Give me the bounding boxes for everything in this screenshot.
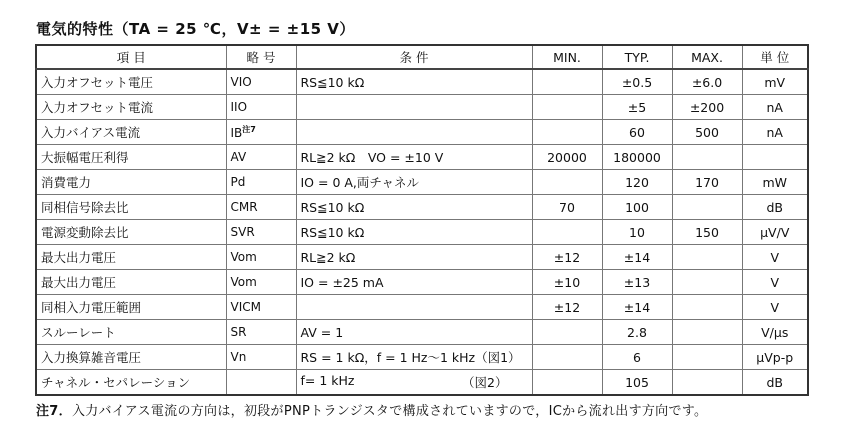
table-row (36, 170, 808, 195)
cell-symbol (226, 345, 296, 370)
cell-symbol-text: SR (230, 325, 247, 339)
cell-item-text: 同相入力電圧範囲 (41, 300, 142, 315)
cell-item (36, 270, 226, 295)
cell-symbol (226, 370, 296, 396)
cell-symbol (226, 170, 296, 195)
cell-max (672, 345, 742, 370)
cell-max (672, 195, 742, 220)
cell-symbol-text: Vom (230, 275, 257, 289)
cell-unit-text: mV (764, 74, 786, 90)
cell-min (532, 370, 602, 396)
cell-condition (296, 95, 532, 120)
cell-condition-text: RS≦10 kΩ (300, 224, 365, 240)
table-row (36, 69, 808, 95)
cell-max-text: ±6.0 (691, 74, 723, 90)
footnote-label: 注7． (36, 404, 72, 419)
header-item: 項 目 (36, 45, 226, 69)
cell-symbol (226, 69, 296, 95)
cell-typ (602, 370, 672, 396)
cell-typ (602, 295, 672, 320)
cell-min-text: ±12 (553, 249, 581, 265)
cell-symbol (226, 120, 296, 145)
cell-min-text: 70 (559, 199, 575, 215)
table-row (36, 295, 808, 320)
cell-typ-text: ±14 (623, 249, 651, 265)
cell-min (532, 220, 602, 245)
cell-unit (742, 95, 808, 120)
table-row (36, 120, 808, 145)
cell-typ (602, 245, 672, 270)
cell-unit (742, 220, 808, 245)
cell-condition-text: IO = 0 A,両チャネル (300, 175, 420, 190)
cell-unit-text: V (770, 274, 780, 290)
cell-condition-text: AV = 1 (300, 324, 344, 340)
cell-min-text: ±12 (553, 299, 581, 315)
cell-item-text: 消費電力 (41, 175, 92, 190)
cell-condition (296, 170, 532, 195)
cell-condition-text: RL≧2 kΩ VO = ±10 V (300, 150, 444, 165)
cell-max-text: 500 (695, 124, 719, 140)
cell-typ-text: 2.8 (627, 324, 647, 340)
table-row (36, 145, 808, 170)
header-unit: 単 位 (742, 45, 808, 69)
cell-typ (602, 95, 672, 120)
cell-symbol-text: SVR (230, 225, 255, 239)
cell-item (36, 345, 226, 370)
cell-condition (296, 370, 532, 396)
cell-typ (602, 270, 672, 295)
header-symbol: 略 号 (226, 45, 296, 69)
cell-min (532, 95, 602, 120)
cell-unit (742, 170, 808, 195)
cell-symbol-text: IB (230, 126, 243, 140)
cell-unit (742, 295, 808, 320)
cell-unit-text: mW (762, 174, 788, 190)
cell-min-text: 20000 (547, 149, 587, 165)
cell-max (672, 120, 742, 145)
cell-symbol (226, 95, 296, 120)
cell-item (36, 95, 226, 120)
cell-max (672, 320, 742, 345)
cell-min (532, 295, 602, 320)
cell-item-text: 電源変動除去比 (41, 225, 129, 240)
cell-max (672, 295, 742, 320)
cell-condition (296, 345, 532, 370)
cell-item-text: 大振幅電圧利得 (41, 150, 129, 165)
cell-item (36, 69, 226, 95)
cell-symbol-text: VIO (230, 75, 252, 89)
cell-condition-text: f= 1 kHz (300, 373, 355, 388)
cell-typ (602, 345, 672, 370)
cell-typ-text: 10 (629, 224, 645, 240)
cell-condition-text: RL≧2 kΩ (300, 249, 356, 265)
cell-unit-text: nA (766, 99, 783, 115)
header-typ: TYP. (602, 45, 672, 69)
cell-min (532, 245, 602, 270)
cell-typ (602, 170, 672, 195)
cell-max (672, 270, 742, 295)
symbol-note: 注7 (242, 125, 256, 134)
cell-min (532, 270, 602, 295)
table-row (36, 345, 808, 370)
cell-symbol (226, 195, 296, 220)
cell-item (36, 370, 226, 396)
cell-unit-text: V (770, 249, 780, 265)
cell-typ-text: ±14 (623, 299, 651, 315)
cell-typ (602, 120, 672, 145)
cell-condition (296, 245, 532, 270)
header-condition: 条 件 (296, 45, 532, 69)
cell-typ (602, 220, 672, 245)
header-row (36, 45, 808, 69)
cell-symbol-text: Vom (230, 250, 257, 264)
cell-typ-text: 100 (625, 199, 649, 215)
cell-item (36, 170, 226, 195)
cell-max (672, 69, 742, 95)
cell-typ-text: ±13 (623, 274, 651, 290)
header-max: MAX. (672, 45, 742, 69)
cell-condition (296, 220, 532, 245)
spec-table (35, 44, 809, 396)
footnote (36, 400, 707, 419)
cell-item-text: 入力オフセット電流 (41, 100, 154, 115)
cell-item-text: 入力オフセット電圧 (41, 75, 154, 90)
cell-symbol (226, 145, 296, 170)
cell-symbol (226, 295, 296, 320)
cell-min (532, 69, 602, 95)
cell-item-text: 最大出力電圧 (41, 275, 117, 290)
cell-condition (296, 195, 532, 220)
cell-typ-text: 180000 (613, 149, 661, 165)
table-row (36, 220, 808, 245)
cell-item-text: チャネル・セパレーション (41, 375, 191, 390)
cell-item (36, 120, 226, 145)
cell-condition (296, 145, 532, 170)
cell-condition-text: RS≦10 kΩ (300, 74, 365, 90)
cell-item-text: 同相信号除去比 (41, 200, 129, 215)
cell-typ (602, 195, 672, 220)
cell-unit-text: nA (766, 124, 783, 140)
cell-unit (742, 270, 808, 295)
cell-typ (602, 69, 672, 95)
cell-min (532, 145, 602, 170)
cell-unit (742, 245, 808, 270)
cell-unit-text: μV/V (760, 224, 790, 240)
cell-typ-text: 105 (625, 374, 649, 390)
cell-unit (742, 320, 808, 345)
cell-typ-text: 120 (625, 174, 649, 190)
cell-min (532, 345, 602, 370)
cell-symbol-text: AV (230, 150, 247, 164)
cell-typ-text: ±0.5 (621, 74, 653, 90)
cell-item-text: 入力バイアス電流 (41, 125, 141, 140)
cell-typ-text: ±5 (627, 99, 647, 115)
cell-item-text: 入力換算雑音電圧 (41, 350, 142, 365)
cell-symbol (226, 270, 296, 295)
cell-max (672, 220, 742, 245)
cell-condition-text: RS≦10 kΩ (300, 199, 365, 215)
cell-symbol-text: CMR (230, 200, 258, 214)
cell-typ-text: 6 (633, 349, 641, 365)
cell-symbol (226, 245, 296, 270)
cell-item (36, 195, 226, 220)
cell-unit (742, 145, 808, 170)
cell-max (672, 95, 742, 120)
cell-unit (742, 370, 808, 396)
cell-min-text: ±10 (553, 274, 581, 290)
cell-min (532, 120, 602, 145)
cell-max (672, 245, 742, 270)
table-row (36, 245, 808, 270)
cell-condition (296, 69, 532, 95)
cell-max (672, 170, 742, 195)
cell-item (36, 320, 226, 345)
table-row (36, 370, 808, 396)
cell-symbol-text: Pd (230, 175, 246, 189)
cell-typ (602, 145, 672, 170)
cell-symbol-text: Vn (230, 350, 247, 364)
cell-max (672, 145, 742, 170)
cell-unit (742, 120, 808, 145)
cell-max-text: 150 (695, 224, 719, 240)
cell-item-text: スルーレート (41, 325, 116, 340)
table-row (36, 95, 808, 120)
cell-condition (296, 295, 532, 320)
cell-unit (742, 195, 808, 220)
table-row (36, 195, 808, 220)
cell-unit-text: dB (766, 199, 783, 215)
cell-item (36, 145, 226, 170)
page-title: 電気的特性（TA = 25 ℃，V± = ±15 V） (36, 20, 355, 38)
cell-item (36, 245, 226, 270)
cell-min (532, 170, 602, 195)
cell-item-text: 最大出力電圧 (41, 250, 117, 265)
cell-condition (296, 270, 532, 295)
cell-symbol (226, 320, 296, 345)
header-min: MIN. (532, 45, 602, 69)
cell-unit (742, 69, 808, 95)
table-row (36, 320, 808, 345)
cell-condition-text: IO = ±25 mA (300, 274, 384, 290)
cell-symbol-text: IIO (230, 100, 248, 114)
cell-symbol-text: VICM (230, 300, 261, 314)
cell-condition (296, 320, 532, 345)
cell-condition (296, 120, 532, 145)
cell-min (532, 195, 602, 220)
cell-unit (742, 345, 808, 370)
cell-unit-text: V (770, 299, 780, 315)
table-row (36, 270, 808, 295)
cell-typ (602, 320, 672, 345)
cell-condition-text: RS = 1 kΩ，f = 1 Hz〜1 kHz（図1） (300, 350, 521, 365)
cell-symbol (226, 220, 296, 245)
footnote-text: 入力バイアス電流の方向は，初段がPNPトランジスタで構成されていますので，ICから流れ出す方向です。 (71, 404, 708, 419)
cell-unit-text: dB (766, 374, 783, 390)
cell-item (36, 295, 226, 320)
cell-max (672, 370, 742, 396)
cell-max-text: 170 (695, 174, 719, 190)
cell-unit-text: μVp-p (756, 349, 794, 365)
cell-max-text: ±200 (689, 99, 725, 115)
cell-item (36, 220, 226, 245)
condition-figure-ref: （図2） (462, 375, 508, 390)
cell-typ-text: 60 (629, 124, 645, 140)
cell-min (532, 320, 602, 345)
cell-unit-text: V/μs (761, 324, 789, 340)
